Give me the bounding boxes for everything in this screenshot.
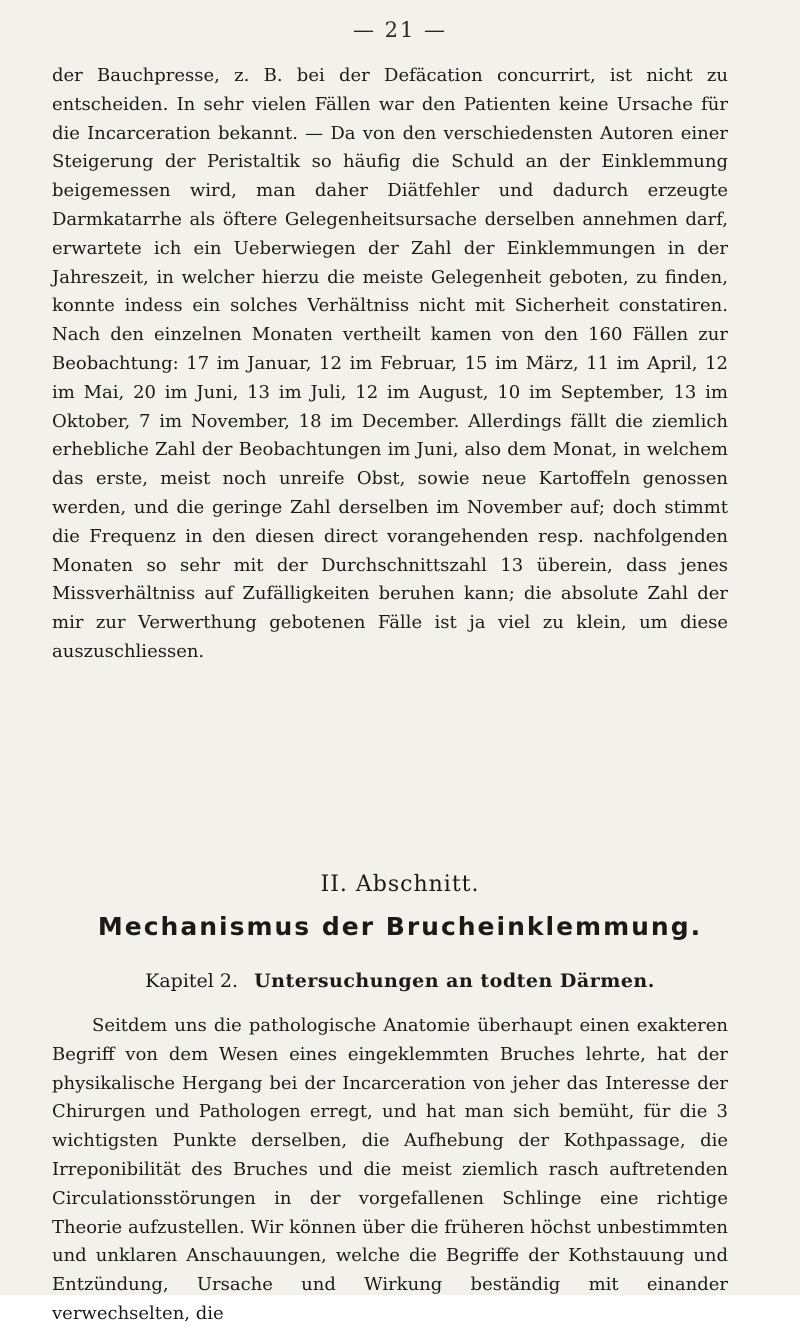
chapter-label: Kapitel 2.: [145, 970, 239, 992]
section-heading: Mechanismus der Brucheinklemmung.: [97, 912, 703, 941]
chapter-title: Untersuchungen an todten Därmen.: [254, 970, 655, 992]
paragraph-chapter-start: Seitdem uns die pathologische Anatomie überhaupt einen exakteren Begriff von dem Wesen eines eingeklemmten Bruches lehrte, hat der physikalische Hergang bei der Incarceration von jeher das Interesse der Chirurgen und Pathologen erregt, und hat man sich bemüht, für die 3 wichtigsten Punkte derselben, die Aufhebung der Kothpassage, die Irreponibilität des Bruches und die meist ziemlich rasch auftretenden Circulationsstörungen in der vorgefallenen Schlinge eine richtige Theorie aufzustellen. Wir können über die früheren höchst unbestimmten und unklaren Anschauungen, welche die Begriffe der Kothstauung und Entzündung, Ursache und Wirkung beständig mit einander verwechselten, die: [52, 1015, 728, 1324]
page-number: — 21 —: [352, 18, 448, 42]
chapter-heading: [0, 970, 800, 992]
section-number: II. Abschnitt.: [320, 872, 480, 897]
paragraph-continuation: der Bauchpresse, z. B. bei der Defäcation concurrirt, ist nicht zu entscheiden. In sehr vielen Fällen war den Patienten keine Ursache für die Incarceration bekannt. — Da von den verschiedensten Autoren einer Steigerung der Peristaltik so häufig die Schuld an der Einklemmung beigemessen wird, man daher Diätfehler und dadurch erzeugte Darmkatarrhe als öftere Gelegenheitsursache derselben annehmen darf, erwartete ich ein Ueberwiegen der Zahl der Einklemmungen in der Jahreszeit, in welcher hierzu die meiste Gelegenheit geboten, zu finden, konnte indess ein solches Verhältniss nicht mit Sicherheit constatiren. Nach den einzelnen Monaten vertheilt kamen von den 160 Fällen zur Beobachtung: 17 im Januar, 12 im Februar, 15 im März, 11 im April, 12 im Mai, 20 im Juni, 13 im Juli, 12 im August, 10 im September, 13 im Oktober, 7 im November, 18 im December. Allerdings fällt die ziemlich erhebliche Zahl der Beobachtungen im Juni, also dem Monat, in welchem das erste, meist noch unreife Obst, sowie neue Kartoffeln genossen werden, und die geringe Zahl derselben im November auf; doch stimmt die Frequenz in den diesen direct vorangehenden resp. nachfolgenden Monaten so sehr mit der Durchschnittszahl 13 überein, dass jenes Missverhältniss auf Zufälligkeiten beruhen kann; die absolute Zahl der mir zur Verwerthung gebotenen Fälle ist ja viel zu klein, um diese auszuschliessen.: [52, 65, 728, 662]
